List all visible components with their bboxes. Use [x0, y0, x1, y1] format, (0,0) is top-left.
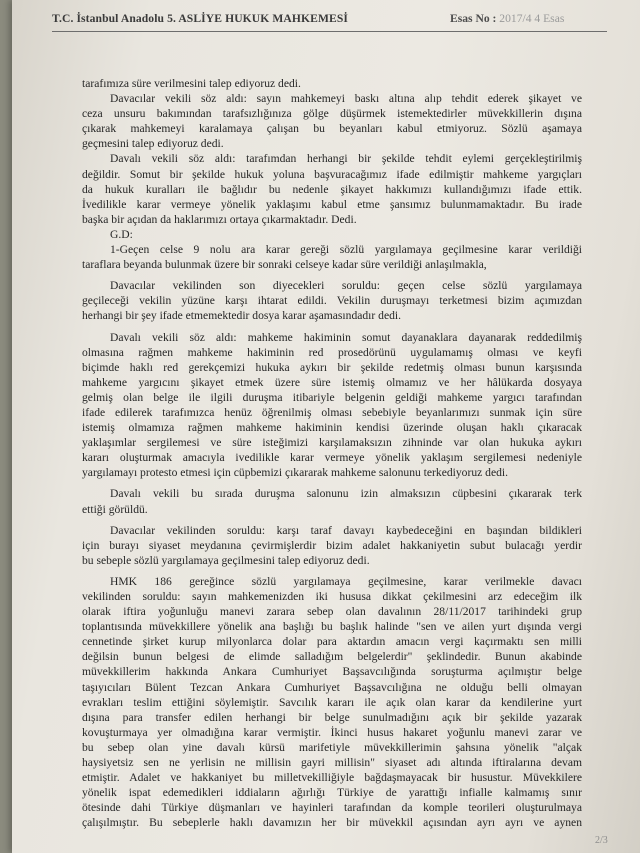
text-line: taraflara beyanda bulunmak üzere bir sonraki celseye kadar süre verildiği anlaşılmakla,	[82, 258, 487, 272]
text-line: olarak iftira yoğunluğu manevi zarara sebep olan davalının 28/11/2017 tarihindeki grup	[82, 605, 582, 619]
text-line: kovuşturmaya yer olmadığına karar vermiştir. İkinci husus hakaret yoğunlu manevi zarar ve	[82, 725, 582, 739]
text-line: ettiği görüldü.	[82, 502, 148, 516]
text-line: Davacılar vekilinden son diyecekleri soruldu: geçen celse sözlü yargılamaya	[110, 279, 582, 293]
text-line: çıkarak mahkemeyi karalamaya çalışan bu beyanları kabul etmiyoruz. Sözlü aşamaya	[82, 122, 582, 136]
text-line: Davacılar vekili söz aldı: sayın mahkemeyi baskı altına alıp tehdit ederek şikayet ve	[110, 92, 582, 106]
text-line: evrakları teslim ettiğini söylemiştir. Savcılık kararı ile açık olan karar da kendilerine yurt	[82, 695, 582, 709]
text-line: etmiştir. Adalet ve hakkaniyet bu milletvekilliğiyle bağdaşmayacak bir husustur. Müvekkilere	[82, 771, 582, 785]
text-line: herhangi bir şey ifade etmemektedir dosya karar aşamasındadır dedi.	[82, 309, 402, 323]
text-line: Davacılar vekilinden soruldu: karşı taraf davayı kaybedeceğini en başından bildikleri	[110, 523, 582, 537]
text-line: Davalı vekili söz aldı: mahkeme hakiminin somut dayanaklara dayanarak reddedilmiş	[110, 330, 582, 344]
text-line: İvedilikle karar vermeye yönelik yaklaşımı kabul etme şansımız bulunmamaktadır. Bu irade	[82, 197, 582, 211]
text-line: geçmesini talep ediyoruz dedi.	[82, 137, 224, 151]
text-line: çalışılmıştır. Bu sebeplerle haklı davamızın her bir müvekkil açısından ayrı ayrı ve aynen	[82, 816, 582, 830]
text-line: müvekkillerim hakkında Ankara Cumhuriyet Başsavcılığında soruşturma açılmıştır belge	[82, 665, 582, 679]
text-line: ceza unsuru bakımından tarafsızlığınıza gölge düşürmek istemektedirler müvekkillerin dışına	[82, 107, 582, 121]
court-name: T.C. İstanbul Anadolu 5. ASLİYE HUKUK MAHKEMESİ	[52, 12, 349, 25]
text-line: değilsin bunun belgesi de elimde salladığım belgelerdir" şeklindedir. Bunun akabinde	[82, 650, 582, 664]
text-line: HMK 186 gereğince sözlü yargılamaya geçilmesine, karar verilmekle davacı	[110, 574, 582, 588]
text-line: istemiş olmamıza rağmen mahkeme hakiminin kendisi üzerinde oluşan haklı çıkaracak	[82, 421, 582, 435]
text-line: olmasına rağmen mahkeme hakiminin red prosedörünü uygulamamış olması ve keyfi	[82, 345, 582, 359]
text-line: toplantısında müvekkillere yönelik ana başlığı bu başlık halinde "sen ve ailen yurt dışında vergi	[82, 620, 582, 634]
text-line: tarafımıza süre verilmesini talep ediyoruz dedi.	[82, 77, 301, 90]
header-divider	[52, 31, 607, 32]
text-line: taşıyıcıları Bülent Tezcan Ankara Cumhuriyet Başsavcılığına ne olduğu belli olmayan	[82, 680, 582, 694]
text-line: haysiyetsiz sen ne yerlisin ne millisin gayri millisin" siyaset adı altında iftiralarına devam	[82, 756, 582, 770]
text-line: ötesinde dahi Türkiye düşmanları ve hayinleri tarafından da komple teorileri oluşturulmaya	[82, 801, 582, 815]
text-line: cennetinde şirket kurup milyonlarca dolar para aktardın amacın vergi kaçırmaktı sen milli	[82, 635, 582, 649]
text-line: yaklaşımlar sergilemesi ve süre isteğimizi karşılamaksızın zihninde var olan hukuka aykırı	[82, 436, 582, 450]
text-line: başka bir açıdan da haklarımızı ortaya çıkarmaktadır. Dedi.	[82, 212, 357, 226]
text-line: Davalı vekili bu sırada duruşma salonunu izin almaksızın cüpbesini çıkararak terk	[110, 487, 582, 501]
text-line: bu sebeple sözlü yargılamaya geçilmesini talep ediyoruz dedi.	[82, 553, 370, 567]
text-line: dışına para transfer edilen herhangi bir belge sunulmadığını açık bir şekilde yazarak	[82, 710, 582, 724]
case-number-label: Esas No :	[450, 12, 497, 25]
text-line: yargılamayı protesto etmesi için cüpbemizi çıkararak mahkeme salonunu terkediyoruz dedi.	[82, 466, 509, 480]
text-line: Davalı vekili söz aldı: tarafımdan herhangi bir şekilde tehdit eylemi gerçekleştirilmiş	[110, 152, 582, 166]
text-line: biçimde haklı red gerekçemizi hukuka aykırı bir şekilde redetmiş olması bunun karşısında	[82, 360, 582, 374]
text-line: gelmiş olan belge ile ilgili duruşma itibariyle belgenin geldiği mahkeme yargıcı tarafından	[82, 390, 582, 404]
document-page	[12, 0, 640, 853]
text-line: geçileceği vekilin yüzüne karşı ihtarat edildi. Vekilin duruşmayı terketmesi bizim açımızdan	[82, 294, 582, 308]
case-number	[450, 12, 564, 25]
text-line: bu sebep olan yine davalı kürsü marifetiyle müvekkillerimin şahsına yönelik "alçak	[82, 740, 582, 754]
text-line: kararı oluşturmak amacıyla ivedilikle karar vermeye yönelik yaklaşım sergilemesi nedeniyle	[82, 451, 582, 465]
text-line: yönelik ispat edemedikleri iddiaların ağırlığı Türkiye de yarattığı infialle kalmamış sınır	[82, 786, 582, 800]
text-line: değildir. Somut bir şekilde hukuk yoluna başvuracağımız ifade edilmiştir mahkeme yargıçları	[82, 167, 582, 181]
text-line: mahkeme yargıcını şikayet etmek üzere süre istemiş olmamız ve her hâlükarda dosyaya	[82, 375, 582, 389]
text-line: ifade edilerek tarafımızca henüz öğrenilmiş olması sebebiyle beyanlarımızı sunmak için süre	[82, 405, 582, 419]
text-line: G.D:	[110, 227, 133, 241]
page-number: 2/3	[595, 835, 608, 846]
text-line: da hukuk kuralları ile bağlıdır bu nedenle şikayet hakkımızı kullandığımızı ifade ettik.	[82, 182, 582, 196]
text-line: için burayı siyaset meydanına çevirmişlerdir bizim adalet hakkaniyetin subut bulacağı yerdir	[82, 538, 582, 552]
text-line: 1-Geçen celse 9 nolu ara karar gereği sözlü yargılamaya geçilmesine karar verildiği	[110, 243, 582, 257]
text-line: vekilinden soruldu: sayın mahkemenizden iki hususa dikkat çekilmesini arz edeceğim ilk	[82, 590, 582, 603]
document-header	[52, 10, 612, 36]
document-body	[82, 76, 582, 831]
case-number-value: 2017/4 4 Esas	[499, 12, 565, 25]
